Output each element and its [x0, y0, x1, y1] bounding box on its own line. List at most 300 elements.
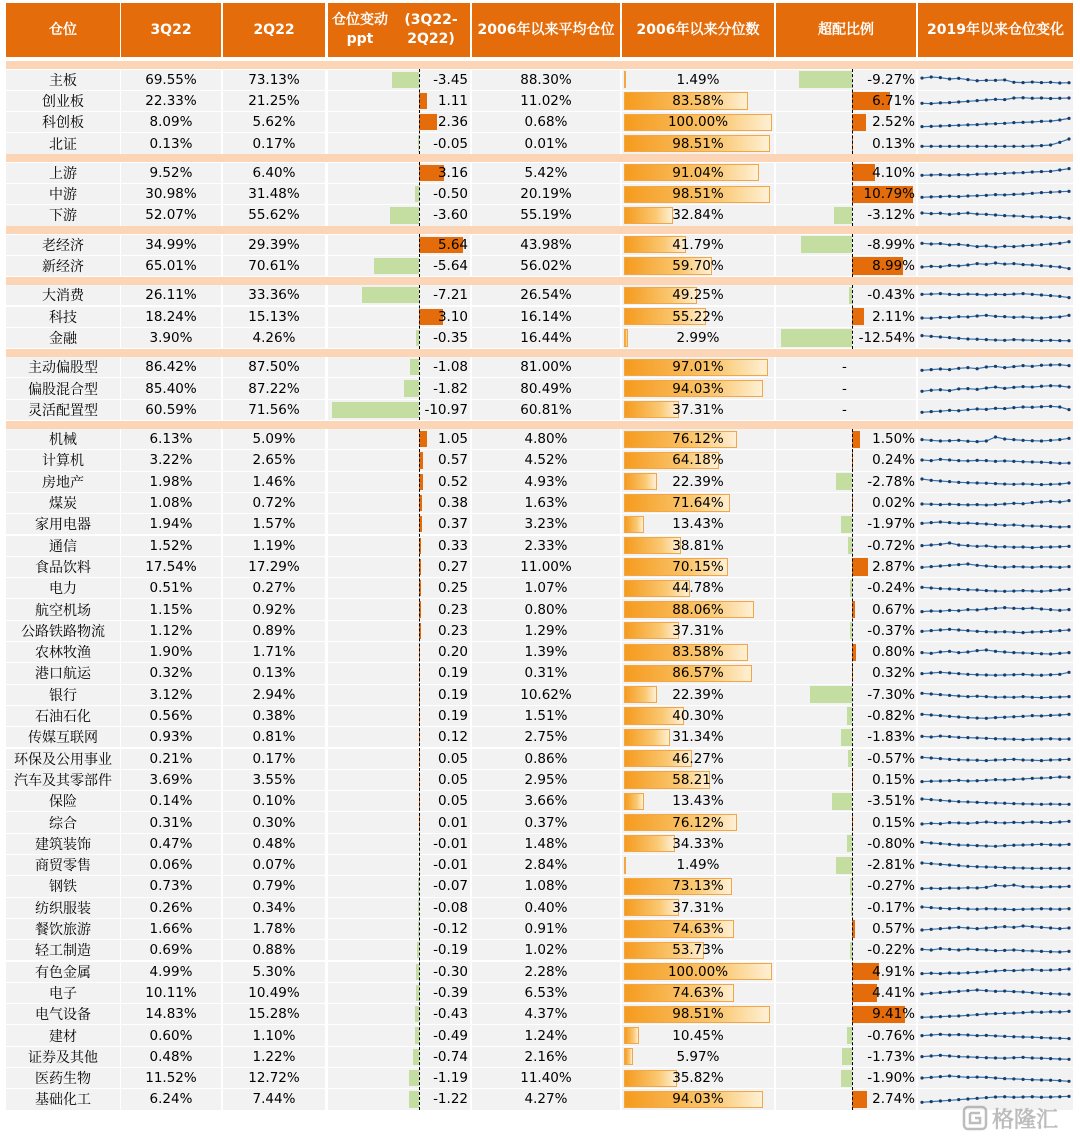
sparkline-point: [930, 292, 933, 295]
sparkline: [920, 963, 1071, 980]
sparkline-point: [957, 77, 960, 80]
sparkline-point: [966, 338, 969, 341]
sparkline-point: [1040, 821, 1043, 824]
sparkline-point: [939, 145, 942, 148]
row-name: 建材: [49, 1028, 77, 1045]
sparkline-point: [1058, 927, 1061, 930]
sparkline-point: [1021, 1077, 1024, 1080]
percentile-label: 74.63%: [672, 921, 724, 938]
sparkline-point: [920, 195, 923, 198]
overweight-label: 4.41%: [872, 984, 915, 1001]
sparkline-point: [994, 565, 997, 568]
sparkline-point: [930, 862, 933, 865]
sparkline: [920, 359, 1071, 376]
sparkline-point: [1021, 339, 1024, 342]
sparkline-point: [976, 759, 979, 762]
percentile-label: 94.03%: [672, 380, 724, 397]
sparkline-point: [1058, 384, 1061, 387]
sparkline-point: [939, 714, 942, 717]
sparkline-point: [1021, 885, 1024, 888]
row-name: 房地产: [42, 474, 84, 491]
sparkline-point: [1067, 949, 1070, 952]
sparkline-point: [948, 927, 951, 930]
q2-value: 1.46%: [252, 473, 296, 490]
sparkline-point: [957, 123, 960, 126]
sparkline-point: [1049, 776, 1052, 779]
sparkline-point: [948, 609, 951, 612]
sparkline-point: [1012, 172, 1015, 175]
sparkline-point: [920, 651, 923, 654]
sparkline-point: [1003, 145, 1006, 148]
sparkline-point: [1058, 97, 1061, 100]
avg-value: 0.01%: [524, 135, 568, 152]
sparkline-point: [985, 544, 988, 547]
percentile-label: 49.25%: [672, 287, 724, 304]
sparkline-point: [966, 145, 969, 148]
sparkline-point: [1058, 545, 1061, 548]
sparkline-point: [1003, 1077, 1006, 1080]
sparkline: [920, 494, 1071, 511]
sparkline-point: [994, 407, 997, 410]
sparkline: [920, 984, 1071, 1001]
sparkline: [920, 665, 1071, 682]
change-label: -10.97: [424, 401, 468, 418]
sparkline-point: [1031, 364, 1034, 367]
change-label: -0.01: [433, 857, 468, 874]
sparkline-point: [1031, 1057, 1034, 1060]
sparkline-point: [1012, 631, 1015, 634]
sparkline-point: [1031, 843, 1034, 846]
change-label: 2.36: [437, 114, 468, 131]
sparkline-point: [1031, 566, 1034, 569]
overweight-label: -1.97%: [867, 516, 915, 533]
sparkline-point: [1058, 885, 1061, 888]
sparkline-point: [920, 390, 923, 393]
sparkline-point: [994, 503, 997, 506]
row-name: 电子: [49, 985, 77, 1002]
sparkline-point: [994, 193, 997, 196]
sparkline-point: [948, 991, 951, 994]
sparkline-point: [939, 1033, 942, 1036]
sparkline-point: [920, 458, 923, 461]
sparkline-point: [1040, 696, 1043, 699]
sparkline: [920, 380, 1071, 397]
overweight-label: 4.10%: [872, 164, 915, 181]
overweight-label: -0.43%: [867, 287, 915, 304]
column-header: [622, 3, 774, 57]
sparkline-point: [976, 695, 979, 698]
sparkline-point: [1040, 1036, 1043, 1039]
sparkline-point: [976, 79, 979, 82]
change-label: -3.45: [433, 71, 468, 88]
sparkline-point: [1031, 483, 1034, 486]
sparkline-point: [939, 367, 942, 370]
overweight-label: 0.80%: [872, 644, 915, 661]
q3-value: 11.52%: [145, 1070, 197, 1087]
sparkline-point: [920, 368, 923, 371]
row-name: 钢铁: [49, 879, 77, 896]
sparkline-point: [1031, 759, 1034, 762]
sparkline-point: [1058, 908, 1061, 911]
sparkline: [920, 329, 1071, 346]
q2-value: 2.65%: [252, 452, 296, 469]
sparkline-point: [930, 692, 933, 695]
percentile-label: 70.15%: [672, 558, 724, 575]
sparkline-point: [1031, 439, 1034, 442]
sparkline-point: [1031, 777, 1034, 780]
sparkline-point: [1040, 460, 1043, 463]
avg-value: 0.86%: [524, 750, 568, 767]
percentile-label: 1.49%: [676, 857, 720, 874]
sparkline-point: [1012, 1077, 1015, 1080]
column-header-line: 2006年以来分位数: [636, 21, 760, 38]
sparkline-point: [939, 947, 942, 950]
sparkline-point: [920, 1034, 923, 1037]
sparkline-point: [948, 389, 951, 392]
sparkline-point: [1012, 214, 1015, 217]
column-header-line: (3Q22-2Q22): [404, 12, 458, 47]
row-name: 轻工制造: [35, 943, 91, 960]
sparkline-point: [966, 521, 969, 524]
sparkline-point: [930, 906, 933, 909]
sparkline-point: [920, 76, 923, 79]
sparkline-point: [1021, 631, 1024, 634]
q2-value: 29.39%: [248, 236, 300, 253]
change-label: 0.52: [437, 473, 468, 490]
sparkline-point: [1058, 141, 1061, 144]
sparkline-point: [1067, 296, 1070, 299]
sparkline-point: [976, 673, 979, 676]
column-header: [223, 3, 325, 57]
q2-value: 0.92%: [252, 601, 296, 618]
sparkline-point: [1012, 316, 1015, 319]
q3-value: 3.12%: [149, 686, 193, 703]
sparkline-point: [985, 565, 988, 568]
sparkline-point: [1021, 758, 1024, 761]
sparkline-point: [930, 212, 933, 215]
q2-value: 17.29%: [248, 558, 300, 575]
overweight-label: -0.22%: [867, 942, 915, 959]
sparkline-point: [1031, 97, 1034, 100]
sparkline-point: [1031, 907, 1034, 910]
sparkline-point: [939, 292, 942, 295]
sparkline: [920, 308, 1071, 325]
overweight-zero-line: [852, 162, 853, 226]
q2-value: 15.13%: [248, 308, 300, 325]
change-label: -0.08: [433, 899, 468, 916]
sparkline-point: [957, 972, 960, 975]
sparkline-point: [1067, 339, 1070, 342]
sparkline-point: [966, 608, 969, 611]
avg-value: 10.62%: [520, 686, 572, 703]
sparkline-point: [957, 990, 960, 993]
sparkline-point: [994, 631, 997, 634]
percentile-label: 37.31%: [672, 401, 724, 418]
sparkline-point: [1003, 948, 1006, 951]
sparkline-point: [1021, 263, 1024, 266]
q3-value: 0.26%: [149, 899, 193, 916]
sparkline-point: [1040, 673, 1043, 676]
sparkline-point: [957, 948, 960, 951]
q3-value: 0.60%: [149, 1027, 193, 1044]
sparkline-point: [957, 409, 960, 412]
sparkline-point: [985, 99, 988, 102]
sparkline-point: [1049, 737, 1052, 740]
sparkline-point: [985, 459, 988, 462]
sparkline-point: [939, 610, 942, 613]
sparkline-point: [994, 460, 997, 463]
sparkline-point: [1058, 190, 1061, 193]
sparkline-point: [939, 479, 942, 482]
sparkline-point: [1040, 992, 1043, 995]
sparkline-point: [1058, 1079, 1061, 1082]
sparkline-point: [939, 195, 942, 198]
sparkline-point: [994, 845, 997, 848]
sparkline-point: [1040, 1057, 1043, 1060]
sparkline-point: [948, 907, 951, 910]
sparkline-point: [939, 410, 942, 413]
q3-value: 4.99%: [149, 963, 193, 980]
q3-value: 86.42%: [145, 359, 197, 376]
overweight-label: 10.79%: [863, 186, 915, 203]
q3-value: 3.90%: [149, 329, 193, 346]
change-label: -0.50: [433, 186, 468, 203]
overweight-zero-line: [852, 429, 853, 1111]
change-label: -0.19: [433, 942, 468, 959]
sparkline-point: [1049, 968, 1052, 971]
percentile-label: 22.39%: [672, 473, 724, 490]
sparkline-point: [920, 1055, 923, 1058]
sparkline-point: [1012, 908, 1015, 911]
overweight-label: -0.80%: [867, 835, 915, 852]
sparkline-point: [994, 122, 997, 125]
avg-value: 0.91%: [524, 921, 568, 938]
sparkline-point: [948, 779, 951, 782]
sparkline-point: [948, 758, 951, 761]
percentile-label: 76.12%: [672, 814, 724, 831]
sparkline-point: [957, 926, 960, 929]
sparkline-point: [1021, 1095, 1024, 1098]
overweight-label: 9.41%: [872, 1006, 915, 1023]
sparkline-point: [1031, 991, 1034, 994]
q3-value: 0.93%: [149, 729, 193, 746]
sparkline-point: [1003, 969, 1006, 972]
change-label: 0.19: [437, 686, 468, 703]
sparkline-point: [1003, 758, 1006, 761]
sparkline-point: [1021, 244, 1024, 247]
q3-value: 22.33%: [145, 92, 197, 109]
sparkline-point: [976, 440, 979, 443]
sparkline-point: [994, 990, 997, 993]
sparkline-point: [1049, 363, 1052, 366]
row-name: 汽车及其零部件: [14, 772, 112, 789]
sparkline-point: [966, 315, 969, 318]
sparkline-point: [994, 364, 997, 367]
overweight-label: -: [842, 401, 847, 418]
sparkline-point: [920, 929, 923, 932]
sparkline-point: [1012, 192, 1015, 195]
sparkline-point: [966, 211, 969, 214]
sparkline-point: [994, 758, 997, 761]
q3-value: 85.40%: [145, 380, 197, 397]
sparkline-point: [976, 948, 979, 951]
row-name: 环保及公用事业: [14, 751, 112, 768]
sparkline-point: [920, 1101, 923, 1104]
group-separator: [6, 61, 1073, 69]
q2-value: 0.13%: [252, 665, 296, 682]
sparkline-point: [966, 971, 969, 974]
change-label: -7.21: [433, 287, 468, 304]
sparkline-point: [948, 368, 951, 371]
avg-value: 0.31%: [524, 665, 568, 682]
sparkline-point: [930, 1015, 933, 1018]
sparkline-point: [1067, 843, 1070, 846]
sparkline: [920, 1070, 1071, 1087]
q2-value: 55.62%: [248, 207, 300, 224]
sparkline-point: [948, 503, 951, 506]
sparkline: [920, 207, 1071, 224]
sparkline-point: [1003, 650, 1006, 653]
sparkline-point: [1003, 545, 1006, 548]
sparkline-point: [948, 145, 951, 148]
sparkline-point: [948, 336, 951, 339]
q2-value: 0.72%: [252, 495, 296, 512]
sparkline-point: [1040, 926, 1043, 929]
sparkline-point: [920, 947, 923, 950]
sparkline-point: [1003, 523, 1006, 526]
sparkline-point: [994, 778, 997, 781]
overweight-label: -12.54%: [858, 329, 915, 346]
sparkline-point: [1067, 217, 1070, 220]
sparkline-point: [1058, 696, 1061, 699]
percentile-label: 5.97%: [676, 1048, 720, 1065]
sparkline-point: [966, 439, 969, 442]
row-name: 金融: [49, 330, 77, 347]
sparkline-point: [985, 801, 988, 804]
q2-value: 0.17%: [252, 135, 296, 152]
q2-value: 5.09%: [252, 431, 296, 448]
sparkline-point: [966, 1033, 969, 1036]
sparkline-point: [939, 887, 942, 890]
sparkline-point: [957, 609, 960, 612]
sparkline-point: [1040, 969, 1043, 972]
sparkline-point: [1067, 820, 1070, 823]
sparkline-point: [985, 845, 988, 848]
sparkline-point: [957, 651, 960, 654]
row-name: 中游: [49, 187, 77, 204]
avg-value: 4.80%: [524, 431, 568, 448]
sparkline-point: [1067, 695, 1070, 698]
sparkline-point: [1067, 565, 1070, 568]
q2-value: 0.38%: [252, 708, 296, 725]
sparkline-point: [1067, 314, 1070, 317]
column-header-line: 2019年以来仓位变: [927, 21, 1050, 38]
sparkline-point: [976, 564, 979, 567]
q2-value: 10.49%: [248, 984, 300, 1001]
sparkline-point: [920, 411, 923, 414]
avg-value: 1.39%: [524, 644, 568, 661]
sparkline-point: [1049, 339, 1052, 342]
q2-value: 1.19%: [252, 537, 296, 554]
sparkline-point: [920, 102, 923, 105]
sparkline-point: [1067, 651, 1070, 654]
q2-value: 0.81%: [252, 729, 296, 746]
sparkline-point: [957, 672, 960, 675]
percentile-label: 13.43%: [672, 793, 724, 810]
sparkline-point: [957, 821, 960, 824]
sparkline-point: [1049, 265, 1052, 268]
q2-value: 73.13%: [248, 71, 300, 88]
column-header-line: 位: [600, 21, 615, 38]
row-name: 港口航运: [35, 666, 91, 683]
sparkline-point: [1040, 886, 1043, 889]
sparkline-point: [948, 77, 951, 80]
q3-value: 3.69%: [149, 771, 193, 788]
sparkline-point: [1021, 503, 1024, 506]
sparkline-point: [985, 607, 988, 610]
sparkline-point: [957, 543, 960, 546]
sparkline: [920, 793, 1071, 810]
sparkline-point: [1058, 758, 1061, 761]
sparkline-point: [976, 908, 979, 911]
sparkline-point: [920, 334, 923, 337]
sparkline-point: [1040, 293, 1043, 296]
q2-value: 2.94%: [252, 686, 296, 703]
overweight-label: 4.91%: [872, 963, 915, 980]
avg-value: 80.49%: [520, 380, 572, 397]
percentile-label: 98.51%: [672, 1006, 724, 1023]
overweight-zero-line: [852, 234, 853, 277]
sparkline-point: [939, 173, 942, 176]
overweight-label: -3.51%: [867, 793, 915, 810]
change-label: -1.08: [433, 359, 468, 376]
overweight-label: 0.32%: [872, 665, 915, 682]
sparkline-point: [1058, 609, 1061, 612]
change-label: -0.49: [433, 1027, 468, 1044]
sparkline-point: [1058, 363, 1061, 366]
sparkline-point: [994, 1057, 997, 1060]
sparkline-point: [1058, 406, 1061, 409]
sparkline-point: [994, 292, 997, 295]
sparkline: [920, 857, 1071, 874]
sparkline-point: [985, 122, 988, 125]
sparkline-point: [976, 989, 979, 992]
sparkline-point: [976, 608, 979, 611]
sparkline-point: [1040, 843, 1043, 846]
sparkline-point: [957, 265, 960, 268]
column-header-line: 2006年以来平均仓: [477, 21, 601, 38]
sparkline-point: [948, 194, 951, 197]
sparkline-point: [948, 1033, 951, 1036]
sparkline-point: [930, 145, 933, 148]
q3-value: 1.15%: [149, 601, 193, 618]
sparkline: [920, 601, 1071, 618]
sparkline-point: [1012, 778, 1015, 781]
percentile-label: 83.58%: [672, 644, 724, 661]
sparkline-point: [985, 314, 988, 317]
sparkline-point: [939, 907, 942, 910]
avg-value: 2.16%: [524, 1048, 568, 1065]
sparkline-point: [1012, 948, 1015, 951]
sparkline-point: [1049, 81, 1052, 84]
change-zero-line: [419, 69, 420, 154]
sparkline-point: [1031, 949, 1034, 952]
sparkline-point: [1058, 294, 1061, 297]
avg-value: 0.80%: [524, 601, 568, 618]
sparkline-point: [1058, 1095, 1061, 1098]
sparkline-point: [957, 521, 960, 524]
change-label: -0.39: [433, 984, 468, 1001]
